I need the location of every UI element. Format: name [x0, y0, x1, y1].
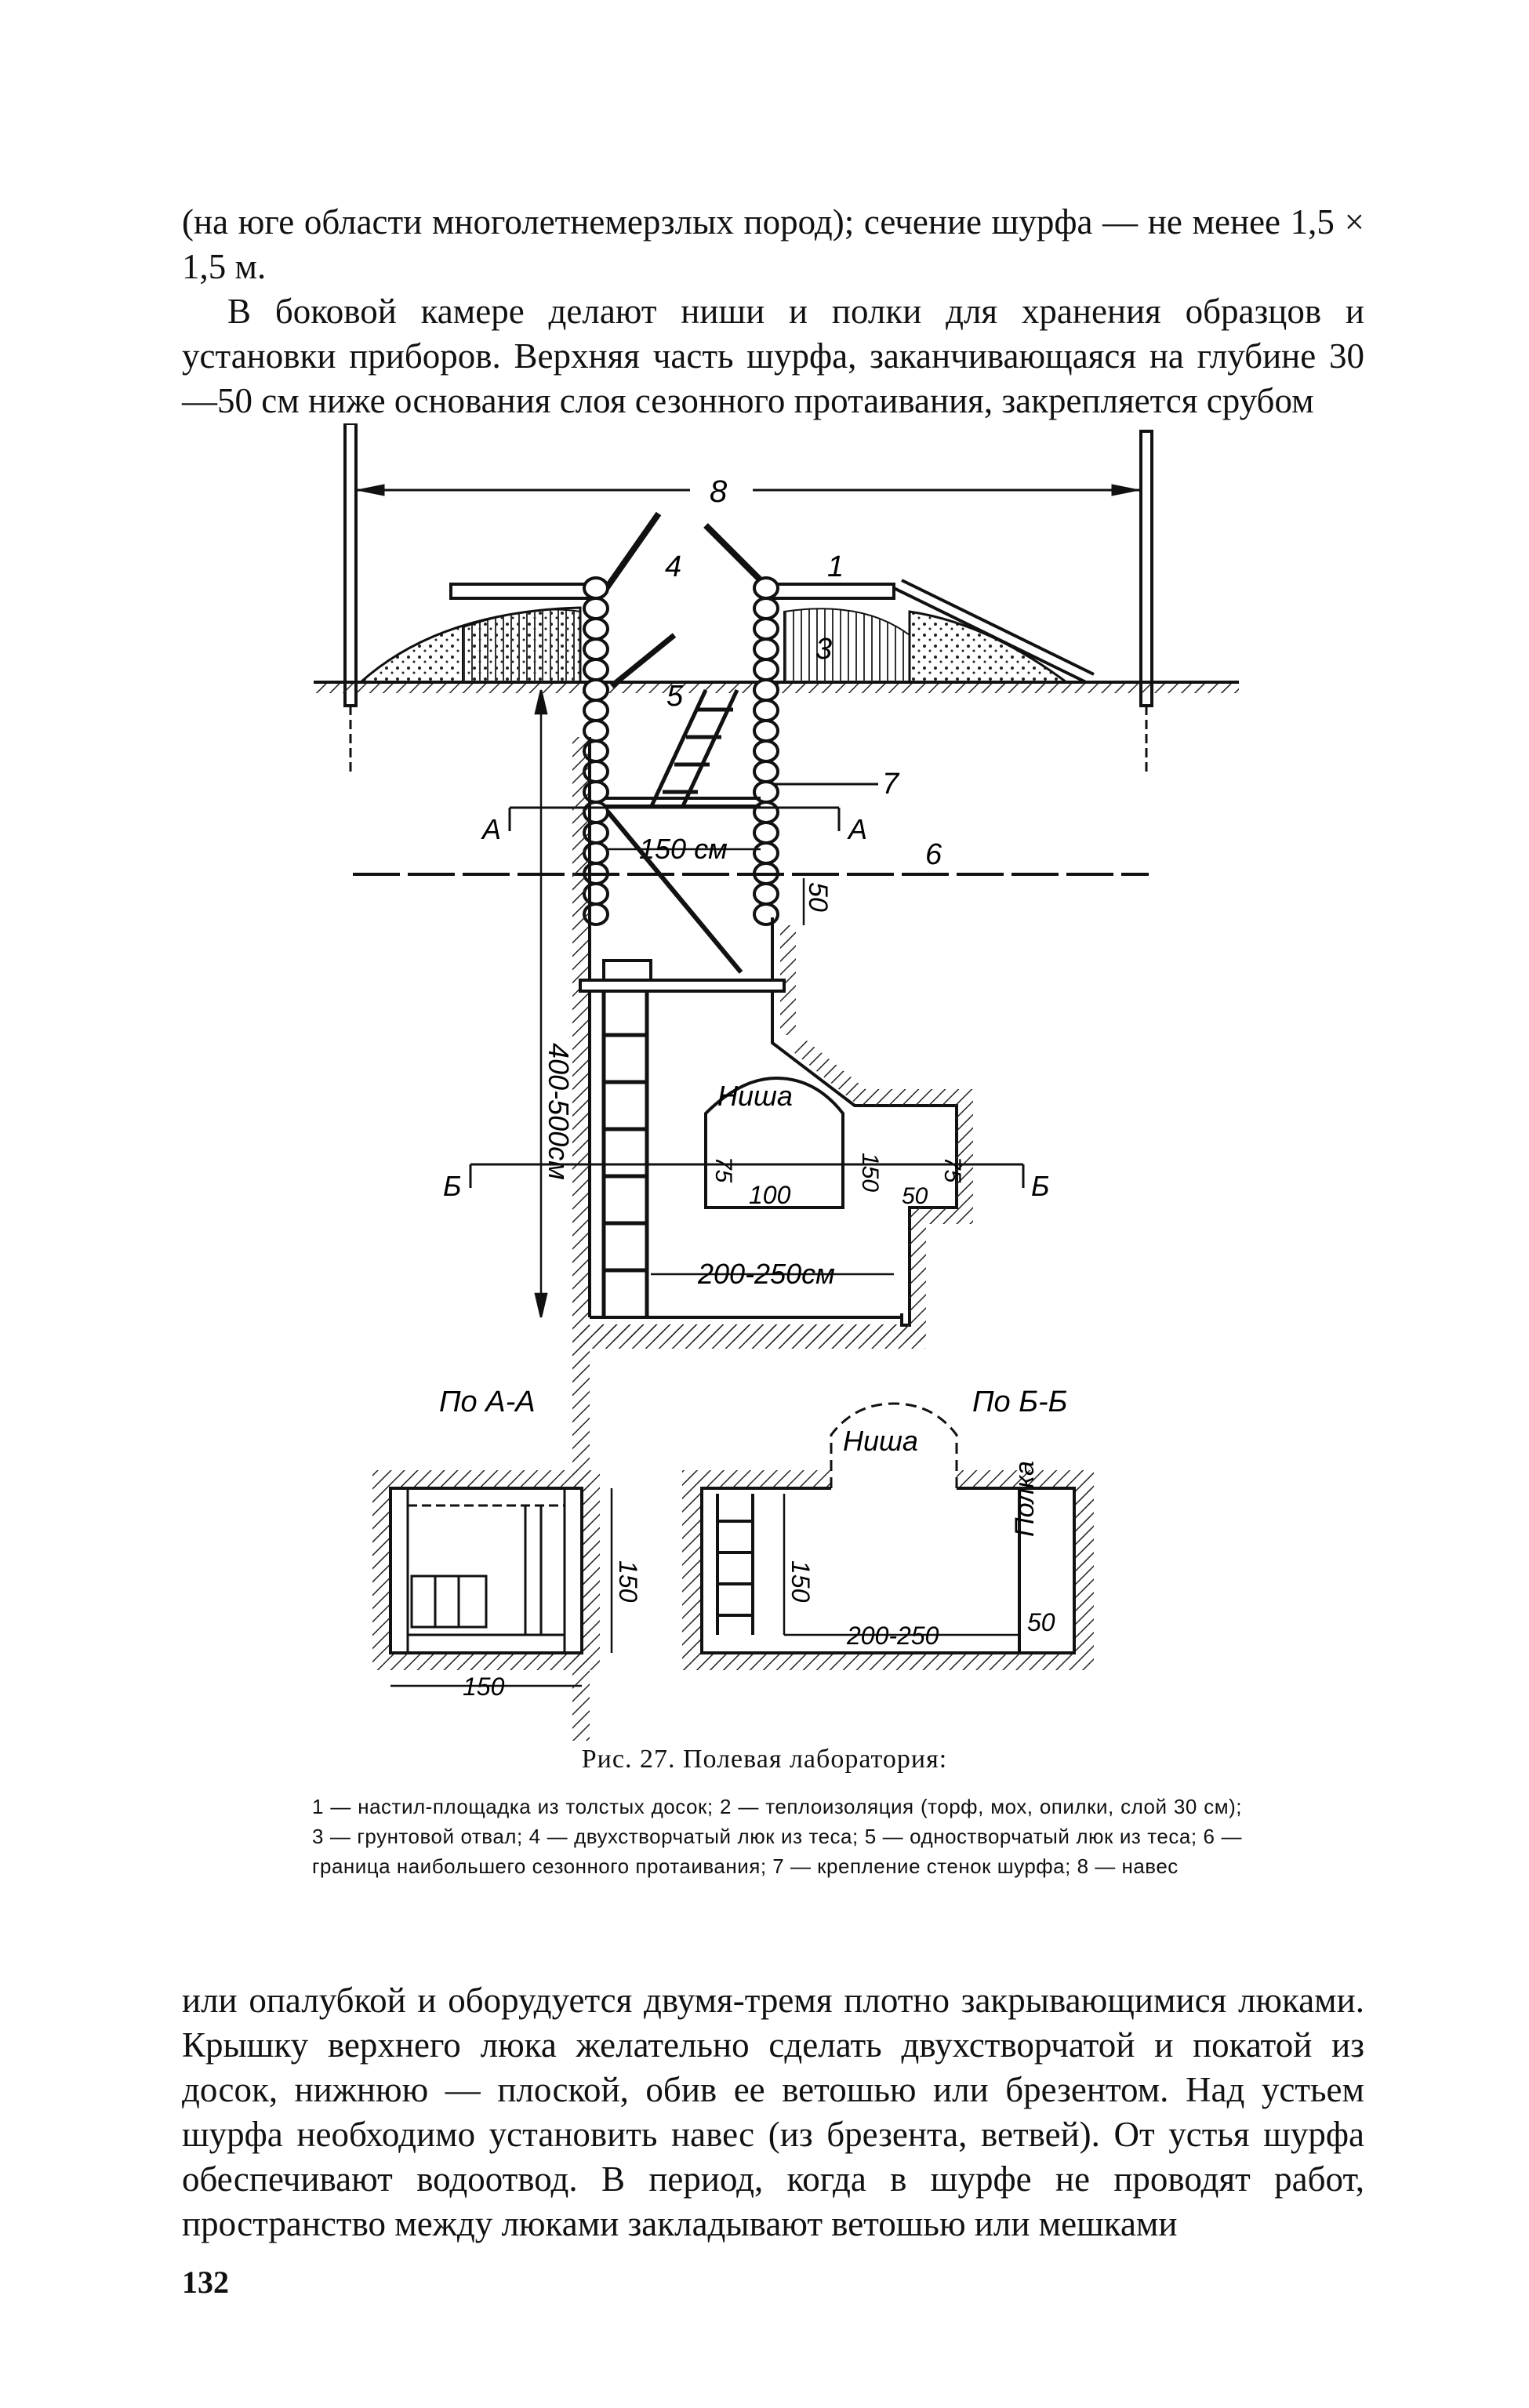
section-b-dim-shelf: 50: [1027, 1608, 1055, 1636]
log-section: [584, 639, 608, 659]
figure-drawing: [0, 423, 1529, 1741]
double-hatch-lid: [604, 514, 772, 592]
earth-mounds: [361, 608, 1066, 682]
label-7: 7: [882, 768, 899, 801]
page-number: 132: [182, 2265, 229, 2300]
log-section: [754, 721, 778, 741]
log-section: [754, 700, 778, 721]
dim-depth-label: 400-500см: [543, 1043, 575, 1180]
label-6: 6: [925, 838, 942, 871]
shelf-w-label: 50: [902, 1183, 928, 1209]
label-1: 1: [827, 550, 844, 583]
bottom-text: [182, 1978, 1364, 2246]
log-section: [584, 598, 608, 619]
single-hatch-lid: [612, 635, 674, 686]
log-section: [754, 639, 778, 659]
main-ladder: [604, 992, 647, 1317]
chamber-h-label: 150: [857, 1153, 883, 1193]
log-section: [584, 700, 608, 721]
upper-ladder: [651, 690, 737, 808]
log-crib-walls: [584, 578, 778, 924]
figure-field-laboratory: [0, 423, 1529, 1929]
section-b-left: Б: [443, 1170, 462, 1202]
log-section: [754, 823, 778, 843]
label-4: 4: [665, 550, 682, 583]
top-text: [182, 200, 1364, 423]
log-section: [584, 680, 608, 700]
log-section: [754, 741, 778, 761]
plan-section-a: [372, 1470, 612, 1686]
section-b-right: Б: [1031, 1170, 1050, 1202]
log-section: [754, 598, 778, 619]
section-a-right: А: [848, 813, 868, 845]
log-section: [754, 904, 778, 924]
label-5: 5: [666, 680, 684, 713]
top-paragraph-2: В боковой камере делают ниши и полки для хранения образцов и установки приборов. Верхняя часть шурфа, заканчивающаяся на глубине 30—50 см ниже основания слоя сезонного протаивания, закрепляется срубом: [182, 292, 1364, 420]
niche-w-label: 100: [749, 1181, 791, 1209]
section-b-niche: Ниша: [843, 1425, 918, 1457]
niche-label: Ниша: [717, 1080, 793, 1112]
dim-bottom-width-label: 200-250см: [698, 1258, 835, 1290]
shaft-frame: [604, 798, 761, 806]
figure-caption-legend: 1 — настил-площадка из толстых досок; 2 — теплоизоляция (торф, мох, опилки, слой 30 см); 3 — грунтовой отвал; 4 — двухстворчатый люк из теса; 5 — одностворчатый люк из теса; 6 — граница наибольшего сезонного протаивания; 7 — крепление стенок шурфа; 8 — навес: [312, 1795, 1242, 1878]
dim-50-label: 50: [803, 882, 833, 912]
log-section: [584, 619, 608, 639]
log-section: [754, 578, 778, 598]
section-a-dim-w: 150: [463, 1673, 505, 1701]
label-8: 8: [710, 474, 728, 509]
section-line-a: [510, 808, 839, 831]
dim-150cm-label: 150 см: [639, 833, 728, 865]
section-a-left: А: [482, 813, 502, 845]
log-section: [754, 843, 778, 863]
log-section: [754, 884, 778, 904]
log-section: [754, 659, 778, 680]
log-section: [584, 578, 608, 598]
label-3: 3: [815, 633, 833, 666]
figure-caption-title: Рис. 27. Полевая лаборатория:: [581, 1745, 948, 1774]
lower-hatch-platform: [580, 961, 784, 991]
top-paragraph-1: (на юге области многолетнемерзлых пород); сечение шурфа — не менее 1,5 × 1,5 м.: [182, 202, 1364, 286]
section-b-dim-h: 150: [786, 1560, 815, 1603]
shelf-h-label: 75: [939, 1157, 965, 1183]
log-section: [754, 619, 778, 639]
log-section: [754, 680, 778, 700]
section-a-title: По А-А: [439, 1386, 536, 1418]
log-section: [754, 761, 778, 782]
bottom-paragraph: или опалубкой и оборудуется двумя-тремя плотно закрывающимися люками. Крышку верхнего люка желательно сделать двухстворчатой и покатой из досок, нижнюю — плоской, обив ее ветошью или брезентом. Над устьем шурфа необходимо установить навес (из брезента, ветвей). От устья шурфа обеспечивают водоотвод. В период, когда в шурфе не проводят работ, пространство между люками закладывают ветошью или мешками: [182, 1981, 1364, 2243]
section-b-dim-w: 200-250: [847, 1622, 939, 1650]
log-section: [584, 659, 608, 680]
niche-h-label: 75: [710, 1157, 736, 1183]
section-b-title: По Б-Б: [972, 1386, 1068, 1418]
section-a-dim-h: 150: [614, 1560, 642, 1603]
section-b-shelf: Полка: [1010, 1461, 1040, 1537]
